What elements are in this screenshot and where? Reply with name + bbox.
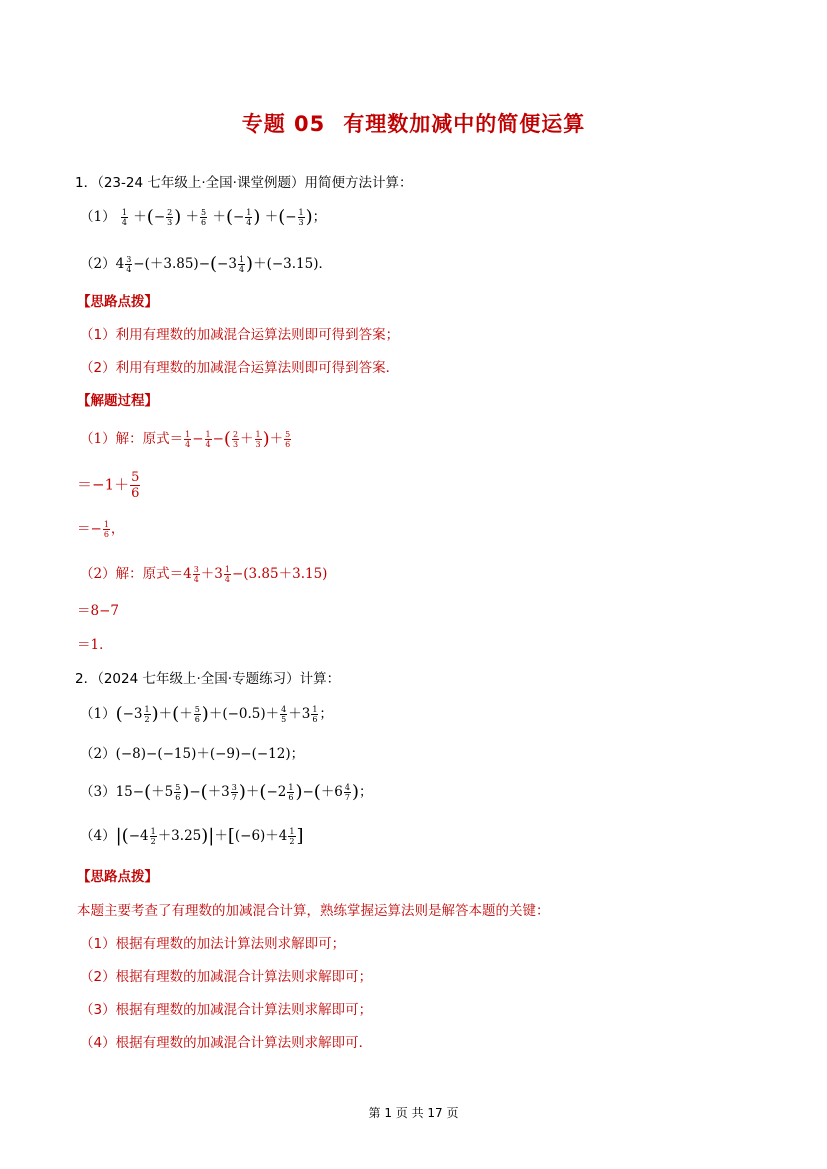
q2-hint-1: （1）根据有理数的加法计算法则求解即可；	[80, 936, 346, 952]
q2-stem: 2．（2024 七年级上·全国·专题练习）计算：	[75, 671, 341, 687]
q1-sol1-line3: ＝− $\frac{1}{6}$ ，	[77, 520, 125, 539]
fraction: $\frac{1}{2}$	[150, 827, 156, 846]
fraction: $\frac{1}{3}$	[255, 430, 261, 449]
q1-solution-title: 【解题过程】	[77, 393, 158, 409]
q1-sub1: （1） $\frac{1}{4}$ ＋(− $\frac{2}{3}$ ) ＋ $\frac{5}{6}$ ＋(− $\frac{1}{4}$ ) ＋(− $\frac{1}{3}$ )；	[80, 206, 327, 228]
fraction: $\frac{4}{7}$	[344, 783, 350, 802]
fraction: $\frac{5}{6}$	[175, 783, 181, 802]
fraction: $\frac{3}{4}$	[193, 565, 199, 584]
title-main: 有理数加减中的简便运算	[343, 112, 586, 136]
q1-hint-title: 【思路点拨】	[77, 294, 158, 310]
fraction: $\frac{1}{2}$	[289, 827, 295, 846]
q2-sub3: （3）15−(＋5 $\frac{5}{6}$ )−(＋3 $\frac{3}{7}$ )＋(−2 $\frac{1}{6}$ )−(＋6 $\frac{4}{7}$ )；	[80, 781, 373, 803]
q1-sol1-line1: （1）解：原式＝ $\frac{1}{4}$ − $\frac{1}{4}$ −( $\frac{2}{3}$ ＋ $\frac{1}{3}$ )＋ $\frac{5}{6}$	[80, 428, 291, 450]
q1-stem: 1．（23-24 七年级上·全国·课堂例题）用简便方法计算：	[75, 175, 413, 191]
fraction: $\frac{1}{4}$	[185, 430, 191, 449]
q2-sub1: （1）(−3 $\frac{1}{2}$ )＋(＋ $\frac{5}{6}$ )＋(−0.5)＋ $\frac{4}{5}$ ＋3 $\frac{1}{6}$ ；	[80, 703, 333, 725]
page-footer: 第 1 页 共 17 页	[368, 1106, 459, 1120]
fraction: $\frac{3}{4}$	[126, 255, 132, 274]
fraction: $\frac{5}{6}$	[194, 705, 200, 724]
q2-hint-3: （3）根据有理数的加减混合计算法则求解即可；	[80, 1002, 373, 1018]
q2-sub4: （4）|(−4 $\frac{1}{2}$ ＋3.25)|＋[(−6)＋4 $\frac{1}{2}$ ]	[80, 825, 304, 847]
q1-hint-1: （1）利用有理数的加减混合运算法则即可得到答案；	[80, 327, 400, 343]
q2-hint-4: （4）根据有理数的加减混合计算法则求解即可．	[80, 1035, 373, 1051]
fraction: $\frac{1}{4}$	[224, 565, 230, 584]
q1-sol2-line2: ＝8−7	[77, 603, 119, 619]
fraction: $\frac{4}{5}$	[281, 705, 287, 724]
fraction: $\frac{1}{4}$	[238, 255, 245, 274]
q1-hint-2: （2）利用有理数的加减混合运算法则即可得到答案．	[80, 360, 400, 376]
fraction: $\frac{1}{4}$	[205, 430, 211, 449]
fraction: $\frac{5}{6}$	[201, 208, 207, 227]
fraction: $\frac{1}{6}$	[312, 705, 318, 724]
q1-sol1-line2: ＝−1＋ $\frac{5}{6}$	[77, 470, 140, 501]
fraction: $\frac{2}{3}$	[232, 430, 239, 449]
title-prefix: 专题 05	[241, 112, 326, 136]
q1-sol2-line3: ＝1．	[77, 637, 113, 653]
fraction: $\frac{1}{4}$	[246, 208, 252, 227]
q1-sol2-line1: （2）解：原式＝4 $\frac{3}{4}$ ＋3 $\frac{1}{4}$ −(3.85＋3.15)	[80, 565, 328, 584]
fraction: $\frac{1}{6}$	[288, 783, 294, 802]
q2-sub2: （2）(−8)−(−15)＋(−9)−(−12)；	[80, 746, 305, 762]
q2-hint-0: 本题主要考查了有理数的加减混合计算，熟练掌握运算法则是解答本题的关键：	[77, 903, 550, 919]
page-title	[0, 108, 827, 138]
fraction: $\frac{1}{6}$	[103, 520, 109, 539]
fraction: $\frac{2}{3}$	[167, 208, 173, 227]
q1-sub2: （2）4 $\frac{3}{4}$ −(＋3.85)−(−3 $\frac{1}{4}$ )＋(−3.15)．	[80, 253, 332, 275]
fraction: $\frac{5}{6}$	[131, 470, 140, 501]
fraction: $\frac{3}{7}$	[231, 783, 237, 802]
fraction: $\frac{5}{6}$	[285, 430, 291, 449]
fraction: $\frac{1}{4}$	[121, 208, 127, 227]
q2-hint-title: 【思路点拨】	[77, 869, 158, 885]
fraction: $\frac{1}{3}$	[298, 208, 304, 227]
q2-hint-2: （2）根据有理数的加减混合计算法则求解即可；	[80, 969, 373, 985]
fraction: $\frac{1}{2}$	[144, 705, 150, 724]
